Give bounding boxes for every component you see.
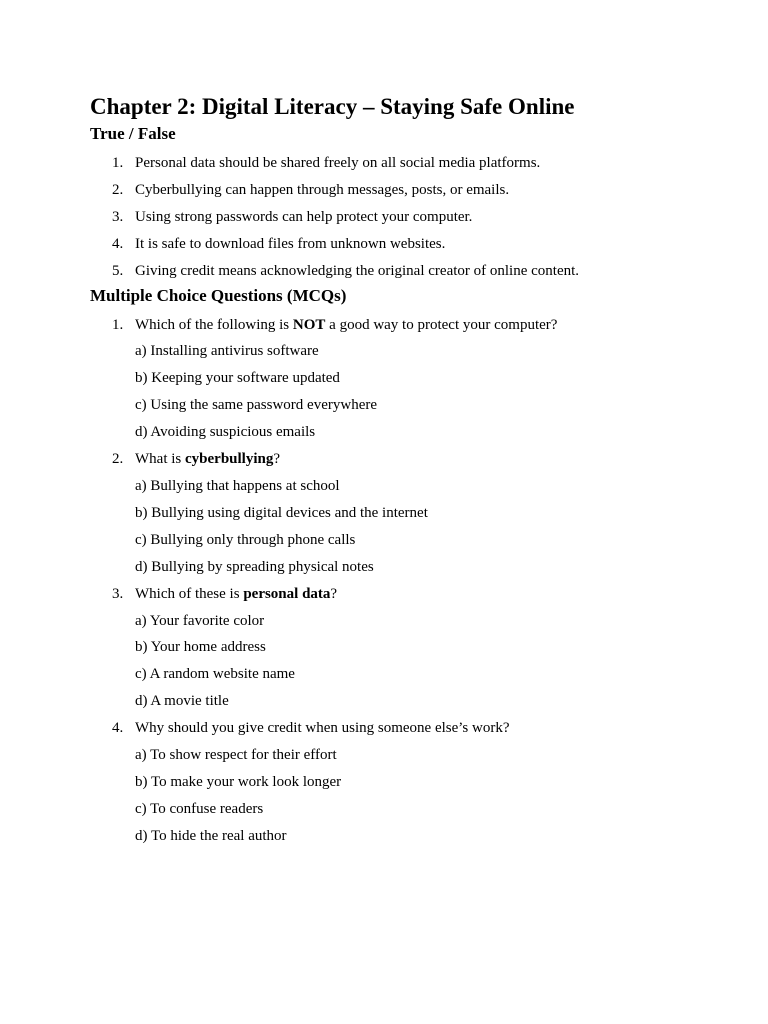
true-false-item xyxy=(90,150,690,177)
answer-options xyxy=(135,608,690,716)
mcq-question xyxy=(90,581,690,716)
statement-text: Giving credit means acknowledging the original creator of online content. xyxy=(135,262,580,279)
question-emphasis: personal data xyxy=(243,585,331,602)
answer-option: a) Bullying that happens at school xyxy=(135,477,340,494)
item-number: 1. xyxy=(112,155,124,171)
answer-option: a) Your favorite color xyxy=(135,612,265,629)
statement-text: Using strong passwords can help protect your computer. xyxy=(135,208,473,225)
statement-text: Personal data should be shared freely on all social media platforms. xyxy=(135,155,541,171)
answer-option: c) Bullying only through phone calls xyxy=(135,531,356,548)
true-false-item xyxy=(90,204,690,231)
question-text: What is cyberbullying? xyxy=(135,451,281,468)
item-number: 5. xyxy=(112,262,124,279)
answer-option: b) Keeping your software updated xyxy=(135,370,340,387)
true-false-list xyxy=(90,150,690,285)
answer-options xyxy=(135,338,690,446)
answer-option: b) Bullying using digital devices and the internet xyxy=(135,504,428,521)
answer-option: c) To confuse readers xyxy=(135,800,264,817)
true-false-heading: True / False xyxy=(90,124,176,143)
answer-option: a) Installing antivirus software xyxy=(135,343,319,360)
mcq-heading: Multiple Choice Questions (MCQs) xyxy=(90,285,347,305)
answer-option: b) To make your work look longer xyxy=(135,773,342,790)
item-number: 4. xyxy=(112,235,124,252)
mcq-question xyxy=(90,446,690,581)
answer-option: d) A movie title xyxy=(135,693,229,710)
chapter-title: Chapter 2: Digital Literacy – Staying Safe Online xyxy=(90,94,575,119)
answer-option: b) Your home address xyxy=(135,639,266,656)
document-page xyxy=(90,91,690,850)
statement-text: Cyberbullying can happen through messages, posts, or emails. xyxy=(135,181,510,198)
true-false-item xyxy=(90,231,690,258)
answer-option: a) To show respect for their effort xyxy=(135,747,337,764)
question-emphasis: NOT xyxy=(292,316,326,333)
statement-text: It is safe to download files from unknown websites. xyxy=(135,235,446,252)
question-text: Which of these is personal data? xyxy=(135,585,338,602)
item-number: 3. xyxy=(112,208,124,225)
question-number: 4. xyxy=(112,720,124,737)
question-emphasis: cyberbullying xyxy=(185,451,274,468)
question-text: Why should you give credit when using someone else’s work? xyxy=(135,720,510,737)
question-number: 3. xyxy=(112,585,124,602)
true-false-item xyxy=(90,258,690,285)
answer-option: c) Using the same password everywhere xyxy=(135,397,377,414)
question-number: 1. xyxy=(112,316,124,333)
mcq-question xyxy=(90,715,690,850)
question-text: Which of the following is NOT a good way to protect your computer? xyxy=(135,316,558,333)
mcq-list xyxy=(90,312,690,850)
mcq-question xyxy=(90,312,690,447)
true-false-item xyxy=(90,177,690,204)
answer-option: d) To hide the real author xyxy=(135,827,287,844)
item-number: 2. xyxy=(112,181,124,198)
answer-option: d) Bullying by spreading physical notes xyxy=(135,558,374,575)
answer-option: d) Avoiding suspicious emails xyxy=(135,424,316,441)
answer-options xyxy=(135,742,690,850)
answer-options xyxy=(135,473,690,581)
answer-option: c) A random website name xyxy=(135,666,295,683)
question-number: 2. xyxy=(112,451,124,468)
